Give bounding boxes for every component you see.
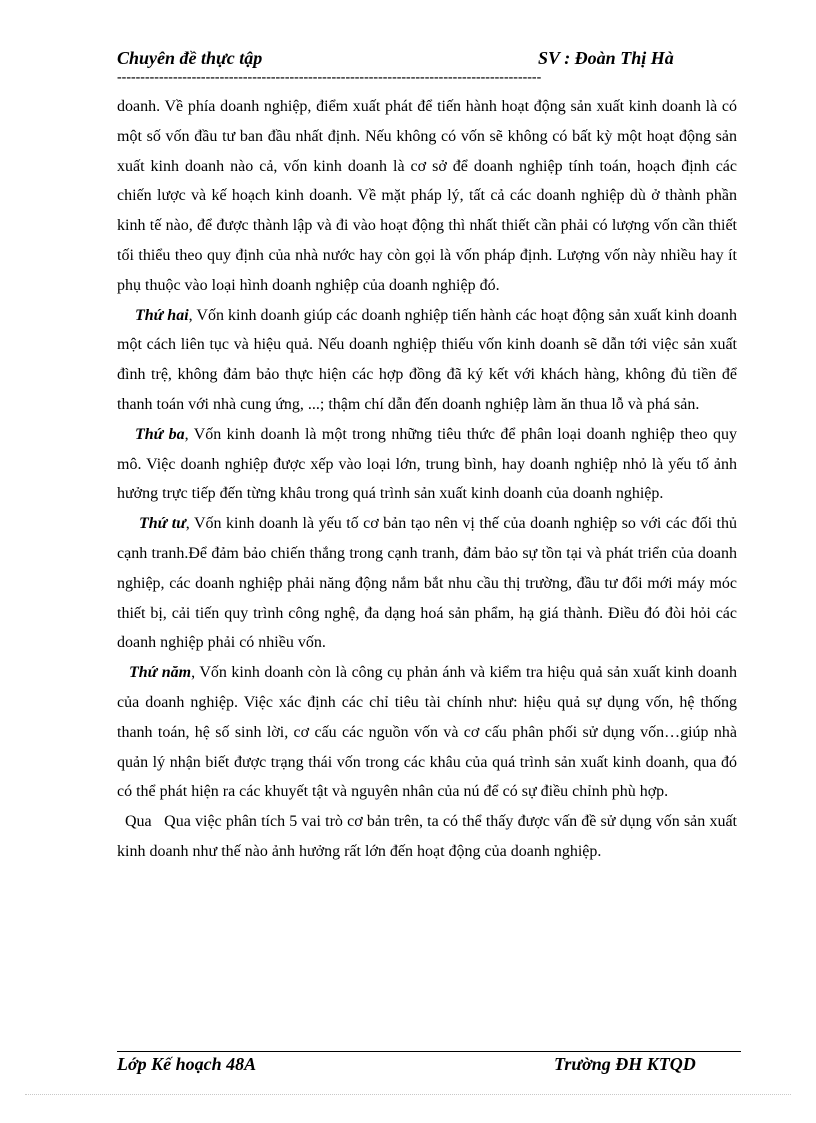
footer-class: Lớp Kế hoạch 48A: [117, 1054, 257, 1074]
paragraph-5-lead: Thứ năm: [129, 664, 192, 682]
header-title: Chuyên đề thực tập: [117, 48, 263, 68]
paragraph-4-lead: Thứ tư: [139, 515, 186, 533]
footer-school: Trường ĐH KTQD: [554, 1054, 696, 1074]
paragraph-3-lead: Thứ ba: [135, 425, 185, 443]
footer-divider: [117, 1051, 741, 1052]
paragraph-3-text: , Vốn kinh doanh là một trong những tiêu thức để phân loại doanh nghiệp theo quy mô. Việc doanh nghiệp được xếp vào loại lớn, trung bình, hay doanh nghiệp nhỏ là yếu tố ảnh hưởng trực tiếp đến từng khâu trong quá trình sản xuất kinh doanh của doanh nghiệp.: [117, 425, 737, 503]
header-author: SV : Đoàn Thị Hà: [538, 48, 674, 68]
page-bottom-border: [25, 1094, 791, 1095]
paragraph-6: Qua Qua việc phân tích 5 vai trò cơ bản trên, ta có thể thấy được vấn đề sử dụng vốn sản xuất kinh doanh như thế nào ảnh hưởng rất lớn đến hoạt động của doanh nghiệp.: [117, 813, 741, 860]
paragraph-5: [117, 658, 737, 807]
paragraph-5-text: , Vốn kinh doanh còn là công cụ phản ánh và kiểm tra hiệu quả sản xuất kinh doanh của doanh nghiệp. Việc xác định các chỉ tiêu tài chính như: hiệu quả sự dụng vốn, hệ thống thanh toán, hệ số sinh lời, cơ cấu các nguồn vốn và cơ cấu phân phối sử dụng vốn…giúp nhà quản lý nhận biết được trạng thái vốn trong các khâu của quá trình sản xuất kinh doanh, qua đó có thể phát hiện ra các khuyết tật và nguyên nhân của nú để có sự điều chỉnh phù hợp.: [117, 664, 738, 801]
paragraph-2: [117, 301, 737, 420]
paragraph-2-lead: Thứ hai: [135, 306, 189, 324]
paragraph-4-text: , Vốn kinh doanh là yếu tố cơ bản tạo nên vị thế của doanh nghiệp so với các đối thủ cạnh tranh.Để đảm bảo chiến thắng trong cạnh tranh, đảm bảo sự tồn tại và phát triển của doanh nghiệp, các doanh nghiệp phải năng động nắm bắt nhu cầu thị trường, đầu tư đổi mới máy móc thiết bị, cải tiến quy trình công nghệ, đa dạng hoá sản phẩm, hạ giá thành. Điều đó đòi hỏi các doanh nghiệp phải có nhiều vốn.: [117, 515, 737, 652]
paragraph-3: [117, 420, 737, 509]
paragraph-1: doanh. Về phía doanh nghiệp, điểm xuất phát để tiến hành hoạt động sản xuất kinh doanh là có một số vốn đầu tư ban đầu nhất định. Nếu không có vốn sẽ không có bất kỳ một hoạt động sản xuất kinh doanh nào cả, vốn kinh doanh là cơ sở để doanh nghiệp tính toán, hoạch định các chiến lược và kế hoạch kinh doanh. Về mặt pháp lý, tất cả các doanh nghiệp dù ở thành phần kinh tế nào, để được thành lập và đi vào hoạt động thì nhất thiết cần phải có lượng vốn cần thiết tối thiểu theo quy định của nhà nước hay còn gọi là vốn pháp định. Lượng vốn này nhiều hay ít phụ thuộc vào loại hình doanh nghiệp của doanh nghiệp đó.: [117, 98, 737, 294]
paragraph-4: [117, 509, 737, 658]
paragraph-2-text: , Vốn kinh doanh giúp các doanh nghiệp tiến hành các hoạt động sản xuất kinh doanh một cách liên tục và hiệu quả. Nếu doanh nghiệp thiếu vốn kinh doanh sẽ dẫn tới việc sản xuất đình trệ, không đảm bảo thực hiện các hợp đồng đã ký kết với khách hàng, không đủ tiền để thanh toán với nhà cung ứng, ...; thậm chí dẫn đến doanh nghiệp làm ăn thua lỗ và phá sản.: [117, 306, 737, 413]
document-body: [117, 92, 741, 867]
header-divider: -------------------------------------------------------------------------------------------: [117, 70, 542, 85]
